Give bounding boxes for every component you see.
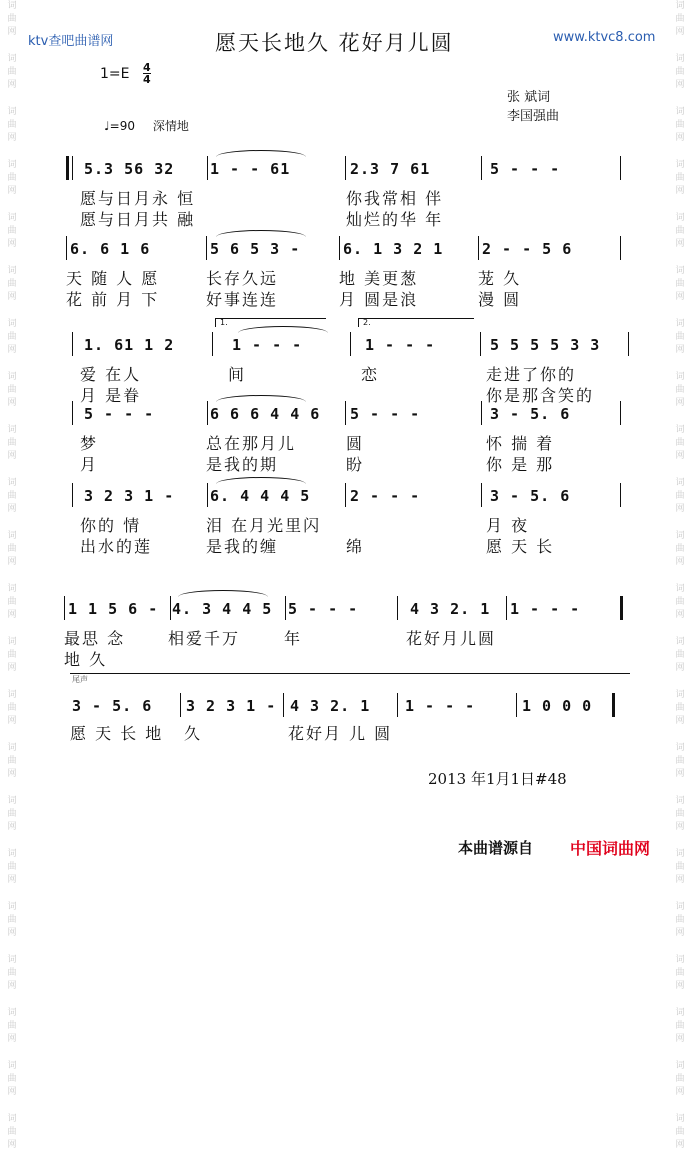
lyric-line-1: 年 bbox=[284, 629, 303, 648]
barline bbox=[72, 401, 73, 425]
site-link-left[interactable]: ktv查吧曲谱网 bbox=[28, 34, 114, 49]
watermark-char: 词 bbox=[675, 584, 685, 594]
coda-measure-notes: 4 3 2. 1 bbox=[290, 697, 371, 715]
measure-notes: 5 - - - bbox=[490, 160, 561, 178]
barline bbox=[66, 236, 67, 260]
watermark-char: 词 bbox=[675, 849, 685, 859]
watermark-char: 曲 bbox=[675, 1074, 685, 1084]
lyric-line-2: 愿 天 长 bbox=[486, 537, 555, 556]
watermark-char: 曲 bbox=[7, 544, 17, 554]
watermark-char: 网 bbox=[675, 769, 685, 779]
measure-notes: 5 - - - bbox=[350, 405, 421, 423]
watermark-char: 网 bbox=[7, 345, 17, 355]
time-signature bbox=[143, 62, 151, 85]
watermark-char: 曲 bbox=[7, 332, 17, 342]
watermark-char: 词 bbox=[7, 796, 17, 806]
lyric-line-2: 地 久 bbox=[64, 650, 108, 669]
lyric-line-2: 盼 bbox=[346, 455, 365, 474]
watermark-char: 曲 bbox=[7, 597, 17, 607]
watermark-char: 网 bbox=[7, 769, 17, 779]
volta-1-bracket bbox=[215, 318, 326, 327]
watermark-char: 词 bbox=[7, 743, 17, 753]
watermark-char: 词 bbox=[7, 1114, 17, 1124]
site-link-right[interactable]: www.ktvc8.com bbox=[553, 30, 656, 45]
lyric-line-2: 花 前 月 下 bbox=[66, 290, 160, 309]
watermark-char: 网 bbox=[7, 27, 17, 37]
watermark-char: 词 bbox=[675, 213, 685, 223]
measure-notes: 6 6 6 4 4 6 bbox=[210, 405, 321, 423]
watermark-char: 曲 bbox=[675, 544, 685, 554]
barline bbox=[345, 401, 346, 425]
watermark-char: 曲 bbox=[675, 491, 685, 501]
measure-notes: 1. 61 1 2 bbox=[84, 336, 175, 354]
barline bbox=[481, 156, 482, 180]
watermark-char: 词 bbox=[675, 955, 685, 965]
barline bbox=[506, 596, 507, 620]
watermark-char: 网 bbox=[675, 716, 685, 726]
volta-1-number: 1. bbox=[220, 318, 228, 327]
barline bbox=[207, 401, 208, 425]
watermark-char: 词 bbox=[675, 266, 685, 276]
barline bbox=[481, 483, 482, 507]
watermark-char: 网 bbox=[7, 186, 17, 196]
expression-marking: 深情地 bbox=[152, 119, 189, 133]
volta-2-number: 2. bbox=[363, 318, 371, 327]
measure-notes: 3 - 5. 6 bbox=[490, 405, 571, 423]
barline bbox=[345, 483, 346, 507]
measure-notes: 5 - - - bbox=[288, 600, 359, 618]
watermark-char: 网 bbox=[7, 80, 17, 90]
watermark-char: 词 bbox=[7, 584, 17, 594]
watermark-char: 曲 bbox=[675, 385, 685, 395]
time-bottom: 4 bbox=[143, 73, 151, 86]
lyric-line-2: 月 bbox=[80, 455, 99, 474]
watermark-char: 词 bbox=[7, 1061, 17, 1071]
watermark-char: 曲 bbox=[7, 756, 17, 766]
lyric-line-2: 好事连连 bbox=[206, 290, 279, 309]
watermark-char: 词 bbox=[675, 531, 685, 541]
watermark-char: 网 bbox=[675, 398, 685, 408]
watermark-char: 词 bbox=[675, 637, 685, 647]
barline bbox=[72, 483, 73, 507]
coda-measure-notes: 1 0 0 0 bbox=[522, 697, 593, 715]
measure-notes: 1 - - - bbox=[232, 336, 303, 354]
slur-mark bbox=[216, 477, 306, 484]
watermark-char: 词 bbox=[675, 372, 685, 382]
watermark-char: 曲 bbox=[675, 120, 685, 130]
watermark-char: 网 bbox=[675, 504, 685, 514]
watermark-char: 曲 bbox=[675, 1021, 685, 1031]
watermark-char: 词 bbox=[675, 902, 685, 912]
barline bbox=[350, 332, 351, 356]
lyric-line-1: 月 夜 bbox=[486, 516, 530, 535]
watermark-char: 词 bbox=[675, 1061, 685, 1071]
volta-2-bracket bbox=[358, 318, 474, 327]
watermark-char: 网 bbox=[675, 1140, 685, 1150]
watermark-char: 曲 bbox=[675, 226, 685, 236]
watermark-char: 词 bbox=[675, 1, 685, 11]
watermark-char: 曲 bbox=[7, 915, 17, 925]
coda-bracket bbox=[70, 673, 630, 674]
tempo-value: ♩=90 bbox=[104, 119, 135, 133]
measure-notes: 1 - - 61 bbox=[210, 160, 291, 178]
watermark-char: 词 bbox=[7, 955, 17, 965]
watermark-char: 曲 bbox=[675, 597, 685, 607]
watermark-char: 曲 bbox=[7, 173, 17, 183]
barline bbox=[620, 483, 621, 507]
watermark-char: 词 bbox=[675, 1114, 685, 1124]
watermark-char: 曲 bbox=[7, 1021, 17, 1031]
watermark-char: 网 bbox=[675, 80, 685, 90]
coda-barline bbox=[180, 693, 181, 717]
barline bbox=[481, 401, 482, 425]
measure-notes: 6. 6 1 6 bbox=[70, 240, 151, 258]
measure-notes: 2.3 7 61 bbox=[350, 160, 431, 178]
watermark-char: 词 bbox=[7, 902, 17, 912]
lyric-line-2: 灿烂的华 年 bbox=[346, 210, 444, 229]
lyricist-credit: 张 斌词 bbox=[507, 90, 551, 105]
barline bbox=[285, 596, 286, 620]
lyric-line-2: 你是那含笑的 bbox=[486, 386, 595, 405]
watermark-char: 曲 bbox=[7, 67, 17, 77]
watermark-char: 曲 bbox=[675, 14, 685, 24]
lyric-line-1: 相爱千万 bbox=[168, 629, 241, 648]
lyric-line-1: 愿与日月永 恒 bbox=[80, 189, 196, 208]
barline bbox=[478, 236, 479, 260]
barline bbox=[628, 332, 629, 356]
lyric-line-1: 你我常相 伴 bbox=[346, 189, 444, 208]
watermark-char: 网 bbox=[675, 133, 685, 143]
barline bbox=[207, 483, 208, 507]
watermark-char: 词 bbox=[675, 107, 685, 117]
time-top: 4 bbox=[143, 61, 151, 74]
measure-notes: 6. 4 4 4 5 bbox=[210, 487, 311, 505]
watermark-char: 网 bbox=[675, 875, 685, 885]
lyric-line-1: 茏 久 bbox=[478, 269, 522, 288]
watermark-char: 网 bbox=[675, 1087, 685, 1097]
watermark-char: 曲 bbox=[675, 809, 685, 819]
watermark-char: 曲 bbox=[675, 703, 685, 713]
lyric-line-1: 恋 bbox=[361, 365, 380, 384]
watermark-char: 词 bbox=[675, 743, 685, 753]
measure-notes: 4. 3 4 4 5 bbox=[172, 600, 273, 618]
barline bbox=[64, 596, 65, 620]
measure-notes: 2 - - - bbox=[350, 487, 421, 505]
watermark-char: 词 bbox=[7, 849, 17, 859]
publish-date: 2013 年1月1日#48 bbox=[428, 770, 567, 788]
lyric-line-1: 怀 揣 着 bbox=[486, 434, 555, 453]
watermark-char: 网 bbox=[7, 557, 17, 567]
lyric-line-1: 地 美更葱 bbox=[339, 269, 419, 288]
watermark-char: 词 bbox=[7, 266, 17, 276]
barline bbox=[72, 156, 73, 180]
coda-measure-notes: 3 - 5. 6 bbox=[72, 697, 153, 715]
watermark-char: 词 bbox=[7, 1, 17, 11]
measure-notes: 1 - - - bbox=[365, 336, 436, 354]
watermark-char: 曲 bbox=[7, 14, 17, 24]
watermark-char: 曲 bbox=[675, 67, 685, 77]
watermark-char: 曲 bbox=[7, 650, 17, 660]
watermark-char: 曲 bbox=[7, 120, 17, 130]
watermark-char: 网 bbox=[7, 875, 17, 885]
watermark-char: 曲 bbox=[7, 385, 17, 395]
watermark-char: 词 bbox=[675, 690, 685, 700]
watermark-char: 词 bbox=[7, 213, 17, 223]
barline bbox=[212, 332, 213, 356]
watermark-char: 词 bbox=[7, 425, 17, 435]
lyric-line-1: 天 随 人 愿 bbox=[66, 269, 160, 288]
watermark-char: 词 bbox=[675, 425, 685, 435]
watermark-char: 网 bbox=[675, 928, 685, 938]
coda-barline bbox=[516, 693, 517, 717]
watermark-char: 网 bbox=[7, 1034, 17, 1044]
composer-credit: 李国强曲 bbox=[507, 109, 560, 124]
watermark-char: 曲 bbox=[675, 756, 685, 766]
watermark-char: 网 bbox=[675, 186, 685, 196]
watermark-char: 网 bbox=[7, 239, 17, 249]
watermark-char: 网 bbox=[675, 610, 685, 620]
coda-lyric: 花好月 儿 圆 bbox=[288, 724, 393, 743]
watermark-char: 词 bbox=[675, 319, 685, 329]
coda-measure-notes: 3 2 3 1 - bbox=[186, 697, 277, 715]
watermark-char: 网 bbox=[7, 610, 17, 620]
source-name[interactable]: 中国词曲网 bbox=[570, 839, 651, 858]
key-signature: 1=E bbox=[100, 66, 130, 82]
lyric-line-2: 漫 圆 bbox=[478, 290, 522, 309]
watermark-char: 词 bbox=[7, 372, 17, 382]
watermark-char: 词 bbox=[7, 690, 17, 700]
watermark-char: 曲 bbox=[7, 1074, 17, 1084]
measure-notes: 5.3 56 32 bbox=[84, 160, 175, 178]
measure-notes: 3 - 5. 6 bbox=[490, 487, 571, 505]
measure-notes: 5 6 5 3 - bbox=[210, 240, 301, 258]
tempo-marking bbox=[104, 117, 189, 134]
watermark-char: 曲 bbox=[7, 1127, 17, 1137]
song-title: 愿天长地久 花好月儿圆 bbox=[215, 31, 454, 55]
lyric-line-2: 你 是 那 bbox=[486, 455, 555, 474]
slur-mark bbox=[216, 395, 306, 402]
repeat-start bbox=[66, 156, 69, 180]
coda-measure-notes: 1 - - - bbox=[405, 697, 476, 715]
watermark-char: 曲 bbox=[7, 862, 17, 872]
barline bbox=[620, 401, 621, 425]
lyric-line-1: 你的 情 bbox=[80, 516, 142, 535]
watermark-char: 词 bbox=[675, 478, 685, 488]
watermark-char: 网 bbox=[7, 398, 17, 408]
watermark-char: 词 bbox=[7, 160, 17, 170]
watermark-char: 曲 bbox=[675, 1127, 685, 1137]
lyric-line-2: 绵 bbox=[346, 537, 365, 556]
coda-lyric: 愿 天 长 地 bbox=[70, 724, 164, 743]
watermark-char: 曲 bbox=[675, 915, 685, 925]
watermark-right bbox=[672, 0, 688, 1150]
lyric-line-1: 花好月儿圆 bbox=[406, 629, 497, 648]
measure-notes: 1 1 5 6 - bbox=[68, 600, 159, 618]
watermark-char: 曲 bbox=[675, 650, 685, 660]
watermark-char: 曲 bbox=[7, 226, 17, 236]
watermark-char: 网 bbox=[7, 1087, 17, 1097]
lyric-line-1: 爱 在人 bbox=[80, 365, 142, 384]
watermark-char: 曲 bbox=[7, 279, 17, 289]
lyric-line-1: 最思 念 bbox=[64, 629, 126, 648]
lyric-line-1: 总在那月儿 bbox=[206, 434, 297, 453]
source-prefix: 本曲谱源自 bbox=[458, 839, 534, 857]
barline bbox=[170, 596, 171, 620]
watermark-char: 网 bbox=[7, 716, 17, 726]
watermark-char: 网 bbox=[675, 239, 685, 249]
watermark-char: 词 bbox=[7, 478, 17, 488]
watermark-char: 词 bbox=[7, 107, 17, 117]
measure-notes: 3 2 3 1 - bbox=[84, 487, 175, 505]
watermark-char: 网 bbox=[7, 292, 17, 302]
barline bbox=[620, 236, 621, 260]
watermark-char: 曲 bbox=[7, 491, 17, 501]
watermark-char: 词 bbox=[7, 637, 17, 647]
watermark-char: 网 bbox=[675, 345, 685, 355]
measure-notes: 5 5 5 5 3 3 bbox=[490, 336, 601, 354]
watermark-left bbox=[4, 0, 20, 1150]
watermark-char: 曲 bbox=[675, 438, 685, 448]
watermark-char: 词 bbox=[675, 796, 685, 806]
watermark-char: 曲 bbox=[675, 279, 685, 289]
watermark-char: 词 bbox=[675, 1008, 685, 1018]
watermark-char: 曲 bbox=[7, 438, 17, 448]
slur-mark bbox=[216, 150, 306, 157]
lyric-line-1: 间 bbox=[228, 365, 247, 384]
watermark-char: 网 bbox=[675, 1034, 685, 1044]
barline bbox=[339, 236, 340, 260]
barline bbox=[206, 236, 207, 260]
measure-notes: 4 3 2. 1 bbox=[410, 600, 491, 618]
lyric-line-2: 愿与日月共 融 bbox=[80, 210, 196, 229]
lyric-line-1: 泪 在月光里闪 bbox=[206, 516, 322, 535]
watermark-char: 网 bbox=[675, 663, 685, 673]
barline bbox=[480, 332, 481, 356]
watermark-char: 曲 bbox=[675, 173, 685, 183]
watermark-char: 网 bbox=[675, 557, 685, 567]
lyric-line-2: 是我的期 bbox=[206, 455, 279, 474]
coda-lyric: 久 bbox=[184, 724, 203, 743]
watermark-char: 网 bbox=[675, 981, 685, 991]
measure-notes: 5 - - - bbox=[84, 405, 155, 423]
measure-notes: 2 - - 5 6 bbox=[482, 240, 573, 258]
watermark-char: 网 bbox=[675, 292, 685, 302]
watermark-char: 词 bbox=[7, 1008, 17, 1018]
slur-mark bbox=[238, 326, 328, 333]
watermark-char: 网 bbox=[675, 27, 685, 37]
barline bbox=[397, 596, 398, 620]
watermark-char: 网 bbox=[7, 663, 17, 673]
watermark-char: 曲 bbox=[675, 968, 685, 978]
coda-barline bbox=[612, 693, 615, 717]
lyric-line-2: 出水的莲 bbox=[80, 537, 153, 556]
barline bbox=[620, 596, 623, 620]
barline bbox=[620, 156, 621, 180]
slur-mark bbox=[216, 230, 306, 237]
watermark-char: 网 bbox=[7, 1140, 17, 1150]
watermark-char: 词 bbox=[7, 319, 17, 329]
lyric-line-2: 月 圆是浪 bbox=[339, 290, 419, 309]
barline bbox=[207, 156, 208, 180]
barline bbox=[72, 332, 73, 356]
lyric-line-2: 是我的缠 bbox=[206, 537, 279, 556]
watermark-char: 词 bbox=[7, 54, 17, 64]
watermark-char: 曲 bbox=[7, 703, 17, 713]
watermark-char: 曲 bbox=[675, 332, 685, 342]
measure-notes: 6. 1 3 2 1 bbox=[343, 240, 444, 258]
lyric-line-1: 梦 bbox=[80, 434, 99, 453]
watermark-char: 网 bbox=[7, 822, 17, 832]
watermark-char: 网 bbox=[675, 822, 685, 832]
coda-barline bbox=[397, 693, 398, 717]
watermark-char: 网 bbox=[675, 451, 685, 461]
watermark-char: 网 bbox=[7, 451, 17, 461]
coda-barline bbox=[283, 693, 284, 717]
watermark-char: 曲 bbox=[7, 809, 17, 819]
lyric-line-2: 月 是眷 bbox=[80, 386, 142, 405]
measure-notes: 1 - - - bbox=[510, 600, 581, 618]
slur-mark bbox=[178, 590, 268, 597]
watermark-char: 词 bbox=[675, 54, 685, 64]
watermark-char: 词 bbox=[675, 160, 685, 170]
lyric-line-1: 圆 bbox=[346, 434, 365, 453]
watermark-char: 网 bbox=[7, 504, 17, 514]
watermark-char: 网 bbox=[7, 981, 17, 991]
coda-label: 尾声 bbox=[72, 675, 88, 684]
watermark-char: 网 bbox=[7, 928, 17, 938]
watermark-char: 曲 bbox=[7, 968, 17, 978]
lyric-line-1: 长存久远 bbox=[206, 269, 279, 288]
lyric-line-1: 走进了你的 bbox=[486, 365, 577, 384]
watermark-char: 词 bbox=[7, 531, 17, 541]
watermark-char: 曲 bbox=[675, 862, 685, 872]
watermark-char: 网 bbox=[7, 133, 17, 143]
barline bbox=[345, 156, 346, 180]
